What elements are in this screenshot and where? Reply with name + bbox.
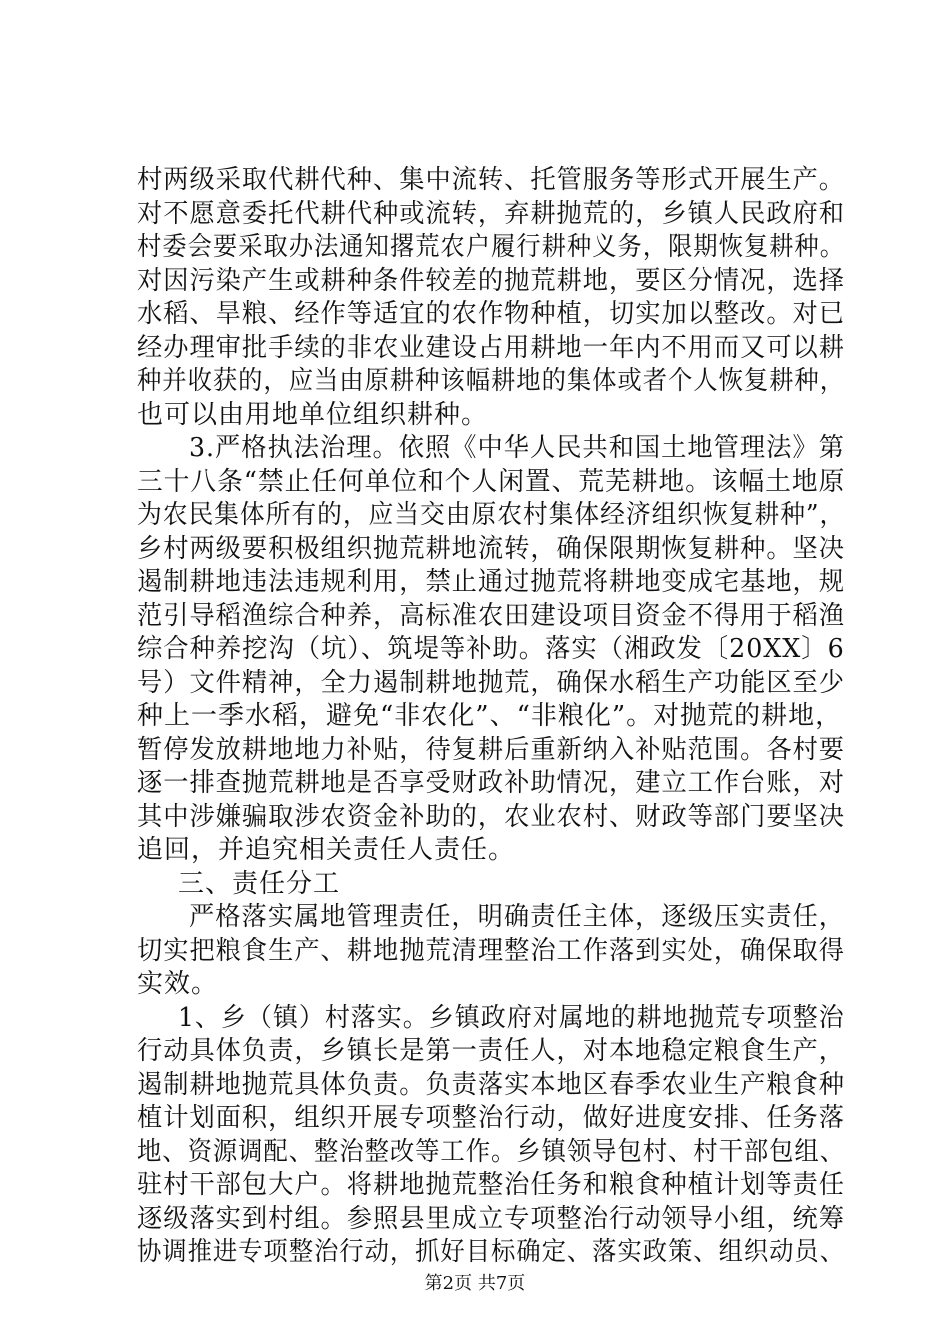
text-line: 追回，并追究相关责任人责任。 [137, 835, 516, 865]
text-line: 号）文件精神，全力遏制耕地抛荒，确保水稻生产功能区至少 [137, 667, 846, 698]
text-line: 植计划面积，组织开展专项整治行动，做好进度安排、任务落 [137, 1103, 846, 1133]
text-line: 其中涉嫌骗取涉农资金补助的，农业农村、财政等部门要坚决 [137, 801, 846, 832]
text-line: 遏制耕地违法违规利用，禁止通过抛荒将耕地变成宅基地，规 [137, 567, 846, 597]
text-line: 地、资源调配、整治整改等工作。乡镇领导包村、村干部包组、 [137, 1136, 846, 1167]
text-line: 严格落实属地管理责任，明确责任主体，逐级压实责任， [189, 902, 846, 932]
text-line: 行动具体负责，乡镇长是第一责任人，对本地稳定粮食生产， [137, 1036, 846, 1066]
text-line: 实效。 [137, 969, 219, 999]
text-line: 暂停发放耕地地力补贴，待复耕后重新纳入补贴范围。各村要 [137, 734, 846, 765]
section-heading: 三、责任分工 [178, 868, 341, 899]
text-line: 遏制耕地抛荒具体负责。负责落实本地区春季农业生产粮食种 [137, 1069, 846, 1100]
text-line: 综合种养挖沟（坑）、筑堤等补助。落实（湘政发〔20XX〕6 [137, 634, 845, 664]
text-line: 逐一排查抛荒耕地是否享受财政补助情况，建立工作台账，对 [137, 768, 846, 798]
text-line: 村两级采取代耕代种、集中流转、托管服务等形式开展生产。 [137, 165, 846, 195]
text-line: 协调推进专项整治行动，抓好目标确定、落实政策、组织动员、 [137, 1237, 846, 1267]
text-line: 对不愿意委托代耕代种或流转，弃耕抛荒的，乡镇人民政府和 [137, 198, 846, 229]
text-line: 1、乡（镇）村落实。乡镇政府对属地的耕地抛荒专项整治 [178, 1002, 845, 1033]
text-line: 村委会要采取办法通知撂荒农户履行耕种义务，限期恢复耕种。 [137, 232, 846, 262]
text-line: 逐级落实到村组。参照县里成立专项整治行动领导小组，统筹 [137, 1203, 846, 1234]
text-line: 经办理审批手续的非农业建设占用耕地一年内不用而又可以耕 [137, 332, 846, 363]
page-footer: 第2页 共7页 [424, 1273, 526, 1294]
text-line: 驻村干部包大户。将耕地抛荒整治任务和粮食种植计划等责任 [137, 1170, 846, 1200]
text-line: 乡村两级要积极组织抛荒耕地流转，确保限期恢复耕种。坚决 [137, 533, 846, 564]
text-line: 种上一季水稻，避免“非农化”、“非粮化”。对抛荒的耕地， [137, 701, 843, 731]
text-line: 3.严格执法治理。依照《中华人民共和国土地管理法》第 [189, 433, 845, 463]
text-line: 为农民集体所有的，应当交由原农村集体经济组织恢复耕种”， [137, 500, 846, 530]
text-line: 对因污染产生或耕种条件较差的抛荒耕地，要区分情况，选择 [137, 265, 846, 296]
text-line: 水稻、旱粮、经作等适宜的农作物种植，切实加以整改。对已 [137, 299, 846, 329]
text-line: 切实把粮食生产、耕地抛荒清理整治工作落到实处，确保取得 [137, 935, 846, 966]
text-line: 也可以由用地单位组织耕种。 [137, 399, 489, 430]
text-line: 种并收获的，应当由原耕种该幅耕地的集体或者个人恢复耕种， [137, 366, 846, 396]
text-line: 范引导稻渔综合种养，高标准农田建设项目资金不得用于稻渔 [137, 600, 846, 631]
text-line: 三十八条“禁止任何单位和个人闲置、荒芜耕地。该幅土地原 [137, 466, 846, 497]
